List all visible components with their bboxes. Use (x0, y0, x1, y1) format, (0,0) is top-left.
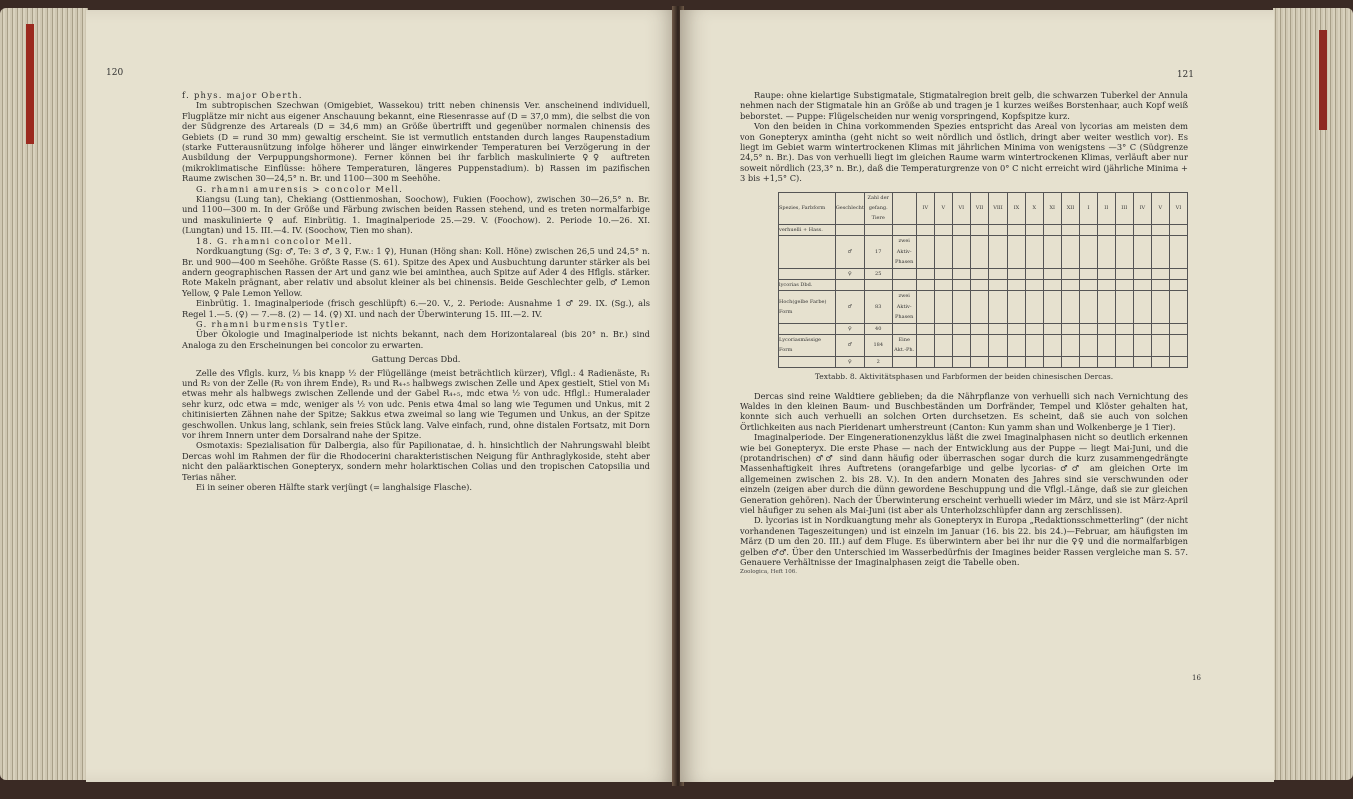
table-header-cell: III (1115, 192, 1133, 224)
table-cell (892, 268, 916, 279)
table-header-cell: V (1151, 192, 1169, 224)
table-cell: 25 (864, 268, 892, 279)
table-header-cell: IV (1133, 192, 1151, 224)
paragraph: Einbrütig. 1. Imaginalperiode (frisch geschlüpft) 6.—20. V., 2. Periode: Ausnahme 1 ♂ 29. IX. (Sg.), als Regel 1.—5. (♀) — 7.—8. (2) — 14. (♀) XI. und nach der Überwinterung 15. III.—2. IV. (182, 298, 650, 319)
table-header-row (779, 192, 1188, 224)
table-header-cell: XI (1043, 192, 1061, 224)
table-header-cell: VI (1169, 192, 1187, 224)
table-cell (892, 224, 916, 235)
table-cell (779, 236, 836, 268)
table-cell (835, 279, 864, 290)
paragraph: Imaginalperiode. Der Eingenerationenzyklus läßt die zwei Imaginalphasen nicht so deutlich erkennen wie bei Gonepteryx. Die erste Phase — nach der Entwicklung aus der Puppe — liegt Mai-Juni, und die (protandrischen) ♂♂ sind dann häufig oder überraschen sogar durch die kurz zusammengedrängte Massenhaftigkeit ihres Auftretens (orangefarbige und gelbe lycorias-♂♂ am gleichen Orte im allgemeinen zwischen 2. bis 28. V.). In den andern Monaten des Jahres sind sie verschwunden oder einzeln (zeigen aber durch die dünn gewordene Beschuppung und die Vflgl.-Länge, daß sie zur gleichen Generation gehören). Nach der Überwinterung erscheint verhuelli wieder im März, und sie ist März-April viel häufiger zu sehen als Mai-Juni (ist aber als Unterholzschlüpfer dann arg zerschlissen). (740, 432, 1188, 516)
table-cell: ♀ (835, 268, 864, 279)
table-cell: ♀ (835, 323, 864, 334)
table-cell (892, 323, 916, 334)
table-cell: 83 (864, 291, 892, 323)
right-page (680, 10, 1274, 782)
paragraph: Raupe: ohne kielartige Substigmatale, Stigmatalregion breit gelb, die schwarzen Tuberkel der Annula nehmen nach der Stigmatale hin an Größe ab und tragen je 1 kurzes weißes Borstenhaar, auch Kopf weiß beborstet. — Puppe: Flügelscheiden nur wenig vorspringend, Kopfspitze kurz. (740, 90, 1188, 121)
page-edges-left (0, 8, 88, 780)
table-cell (779, 268, 836, 279)
activity-table-figure (740, 192, 1188, 383)
table-cell: zwei Aktiv-Phasen (892, 236, 916, 268)
table-row (779, 224, 1188, 235)
table-header-cell: IX (1007, 192, 1025, 224)
paragraph: D. lycorias ist in Nordkuangtung mehr als Gonepteryx in Europa „Redaktionsschmetterling“ (der nicht vorhandenen Tageszeitungen) und ist einzeln im Januar (16. bis 22. bis 24.)—Februar, am häufigsten im März (D um den 20. III.) auf dem Fluge. Es überwintern aber bei ihr nur die ♀♀ und die normalfarbigen gelben ♂♂. Über den Unterschied im Wasserbedürfnis der Imagines beider Rassen vergleiche man S. 57. Genauere Verhältnisse der Imaginalphasen zeigt die Tabelle oben. (740, 515, 1188, 568)
bookmark-right (1319, 30, 1327, 130)
table-cell: 2 (864, 356, 892, 367)
table-cell: verhuelli + Hass. (779, 224, 836, 235)
paragraph: Über Ökologie und Imaginalperiode ist nichts bekannt, nach dem Horizontalareal (bis 20° n. Br.) sind Analoga zu den Erscheinungen bei concolor zu erwarten. (182, 329, 650, 350)
table-row (779, 356, 1188, 367)
paragraph: G. rhamni amurensis > concolor Mell. (196, 183, 404, 194)
table-row (779, 323, 1188, 334)
table-cell: ♀ (835, 356, 864, 367)
table-header-cell: X (1025, 192, 1043, 224)
table-cell (892, 279, 916, 290)
table-header-cell: VII (970, 192, 988, 224)
table-header-cell: VIII (989, 192, 1008, 224)
table-row (779, 268, 1188, 279)
paragraph: Von den beiden in China vorkommenden Spezies entspricht das Areal von lycorias am meisten dem von Gonepteryx amintha (geht nicht so weit nördlich und östlich, dringt aber weiter westlich vor). Es liegt im Gebiet warm wintertrockenen Klimas mit jährlichen Minima von wenigstens —3° C (Südgrenze 24,5° n. Br.). Das von verhuelli liegt im gleichen Raume warm wintertrockenen Klimas, verläuft aber nur soweit nördlich (23,3° n. Br.), daß die Temperaturgrenze von 0° C nicht erreicht wird (jährliche Minima + 3 bis +1,5° C). (740, 121, 1188, 184)
table-cell: zwei Aktiv-Phasen (892, 291, 916, 323)
right-page-text (740, 90, 1188, 578)
paragraph: f. phys. major Oberth. (182, 90, 303, 100)
table-cell: lycorias Dbd. (779, 279, 836, 290)
paragraph: Nordkuangtung (Sg: ♂, Te: 3 ♂, 3 ♀, F.w.: 1 ♀), Hunan (Höng shan: Koll. Höne) zwischen 26,5 und 24,5° n. Br. und 900—400 m Seehöhe. Größte Rasse (S. 61). Spitze des Apex und Ausbuchtung darunter stärker als bei andern geographischen Rassen der Art und ganz wie bei aminthea, auch Spitze auf Ader 4 des Hflgls. stärker. Rote Makeln prägnant, aber relativ und absolut kleiner als bei chinensis. Beide Geschlechter gelb, ♂ Lemon Yellow, ♀ Pale Lemon Yellow. (182, 246, 650, 298)
paragraph: Im subtropischen Szechwan (Omigebiet, Wassekou) tritt neben chinensis Ver. anscheinend individuell, Flugplätze mir nicht aus eigener Anschauung bekannt, eine Riesenrasse auf (D = 37,0 mm), die selbst die von der Südgrenze des Artareals (D = 34,6 mm) an Größe übertrifft und gegenüber normalen chinensis des Gebiets (D = rund 30 mm) gewaltig erscheint. Sie ist vermutlich entstanden durch langes Raupenstadium (starke Futterausnützung infolge höherer und länger einwirkender Temperaturen bei Verzögerung in der Ausbildung der Verpuppungshormone). Ferner können bei ihr farblich maskulinierte ♀♀ auftreten (mikroklimatische Einflüsse: höhere Temperaturen, längeres Puppenstadium). b) Rassen im pazifischen Raume zwischen 30—24,5° n. Br. und 1100—300 m Seehöhe. (182, 100, 650, 184)
table-header-cell: XII (1061, 192, 1079, 224)
table-cell (864, 279, 892, 290)
table-header-cell: Spezies, Farbform (779, 192, 836, 224)
paragraph: Osmotaxis: Spezialisation für Dalbergia, also für Papilionatae, d. h. hinsichtlich der Nahrungswahl bleibt Dercas wohl im Rahmen der für die Rhodocerini charakteristischen Neigung für Anthraglykoside, steht aber nicht den paläarktischen Gonepteryx, sondern mehr holarktischen Colias und den tropischen Catopsilia und Terias näher. (182, 440, 650, 482)
table-header-cell: VI (952, 192, 970, 224)
section-heading: Gattung Dercas Dbd. (371, 354, 461, 365)
table-row (779, 291, 1188, 323)
table-cell (779, 356, 836, 367)
table-cell: 17 (864, 236, 892, 268)
figure-caption: Textabb. 8. Aktivitätsphasen und Farbformen der beiden chinesischen Dercas. (814, 372, 1114, 382)
paragraph: 18. G. rhamni concolor Mell. (196, 235, 353, 246)
table-header-cell: Geschlecht (835, 192, 864, 224)
table-header-cell: Zahl der gefang. Tiere (864, 192, 892, 224)
page-edges-right (1273, 8, 1353, 780)
table-header-cell (892, 192, 916, 224)
table-cell: Eine Akt.-Ph. (892, 334, 916, 356)
paragraph: Zelle des Vflgls. kurz, ⅓ bis knapp ½ der Flügellänge (meist beträchtlich kürzer), Vflgl.: 4 Radienäste, R₁ und R₂ von der Zelle (R₂ von ihrem Ende), R₃ und R₄₊₅ halbwegs zwischen Zelle und Apex gestielt, Stiel von M₁ etwas mehr als halbwegs zwischen Zellende und der Gabel R₄₊₅, mdc etwa ½ von udc. Hflgl.: Humeralader sehr kurz, odc etwa = mdc, weniger als ½ von udc. Penis etwa 4mal so lang wie Tegumen und Unkus, mit 2 chitinisierten Zähnen nahe der Spitze; Sakkus etwa zweimal so lang wie Tegumen und Unkus, an der Spitze geschwollen. Unkus lang, schlank, sein freies Stück lang. Valve einfach, rund, ohne distalen Fortsatz, mit Dorn vor ihrem Innern unter dem Dorsalrand nahe der Spitze. (182, 367, 650, 440)
activity-table (778, 192, 1188, 369)
table-cell (779, 323, 836, 334)
table-header-cell: IV (916, 192, 934, 224)
table-cell: Hoch(gelbe Farbe) Form (779, 291, 836, 323)
table-cell: 40 (864, 323, 892, 334)
table-cell: ♂ (835, 291, 864, 323)
table-cell: ♂ (835, 334, 864, 356)
table-header-cell: I (1080, 192, 1098, 224)
table-header-cell: V (934, 192, 952, 224)
bookmark-left (26, 24, 34, 144)
left-page-text (182, 90, 650, 492)
table-row (779, 279, 1188, 290)
page-number-left: 120 (106, 68, 124, 78)
table-cell (892, 356, 916, 367)
signature-mark: 16 (1192, 674, 1201, 682)
footer-journal: Zoologica, Heft 106. (740, 569, 797, 576)
table-row (779, 236, 1188, 268)
table-header-cell: II (1097, 192, 1115, 224)
paragraph: Dercas sind reine Waldtiere geblieben; da die Nährpflanze von verhuelli sich nach Vernichtung des Waldes in den kleinen Baum- und Buschbeständen um Dorfränder, Tempel und Klöster gehalten hat, konnte sich auch verhuelli an solchen Orten durchsetzen. Es scheint, daß sie auch von solchen Örtlichkeiten aus nach Pieridenart umherstreunt (Canton: Kun yamm shan und Wolkenberge je 1 Tier). (740, 390, 1188, 432)
table-row (779, 334, 1188, 356)
paragraph: G. rhamni burmensis Tytler. (196, 318, 349, 329)
paragraph: Kiangsu (Lung tan), Chekiang (Osttienmoshan, Soochow), Fukien (Foochow), zwischen 30—26,5° n. Br. und 1100—300 m. In der Größe und Färbung zwischen beiden Rassen stehend, und es treten normalfarbige und maskulinierte ♀ auf. Einbrütig. 1. Imaginalperiode 25.—29. V. (Foochow). 2. Periode 10.—26. XI. (Lungtan) und 15. III.—4. IV. (Soochow, Tien mo shan). (182, 194, 650, 236)
table-cell: Lycoriasmässige Form (779, 334, 836, 356)
left-page (86, 10, 676, 782)
paragraph: Ei in seiner oberen Hälfte stark verjüngt (= langhalsige Flasche). (196, 482, 472, 493)
page-number-right: 121 (1176, 70, 1194, 80)
table-cell: ♂ (835, 236, 864, 268)
table-cell: 184 (864, 334, 892, 356)
table-cell (864, 224, 892, 235)
table-cell (835, 224, 864, 235)
